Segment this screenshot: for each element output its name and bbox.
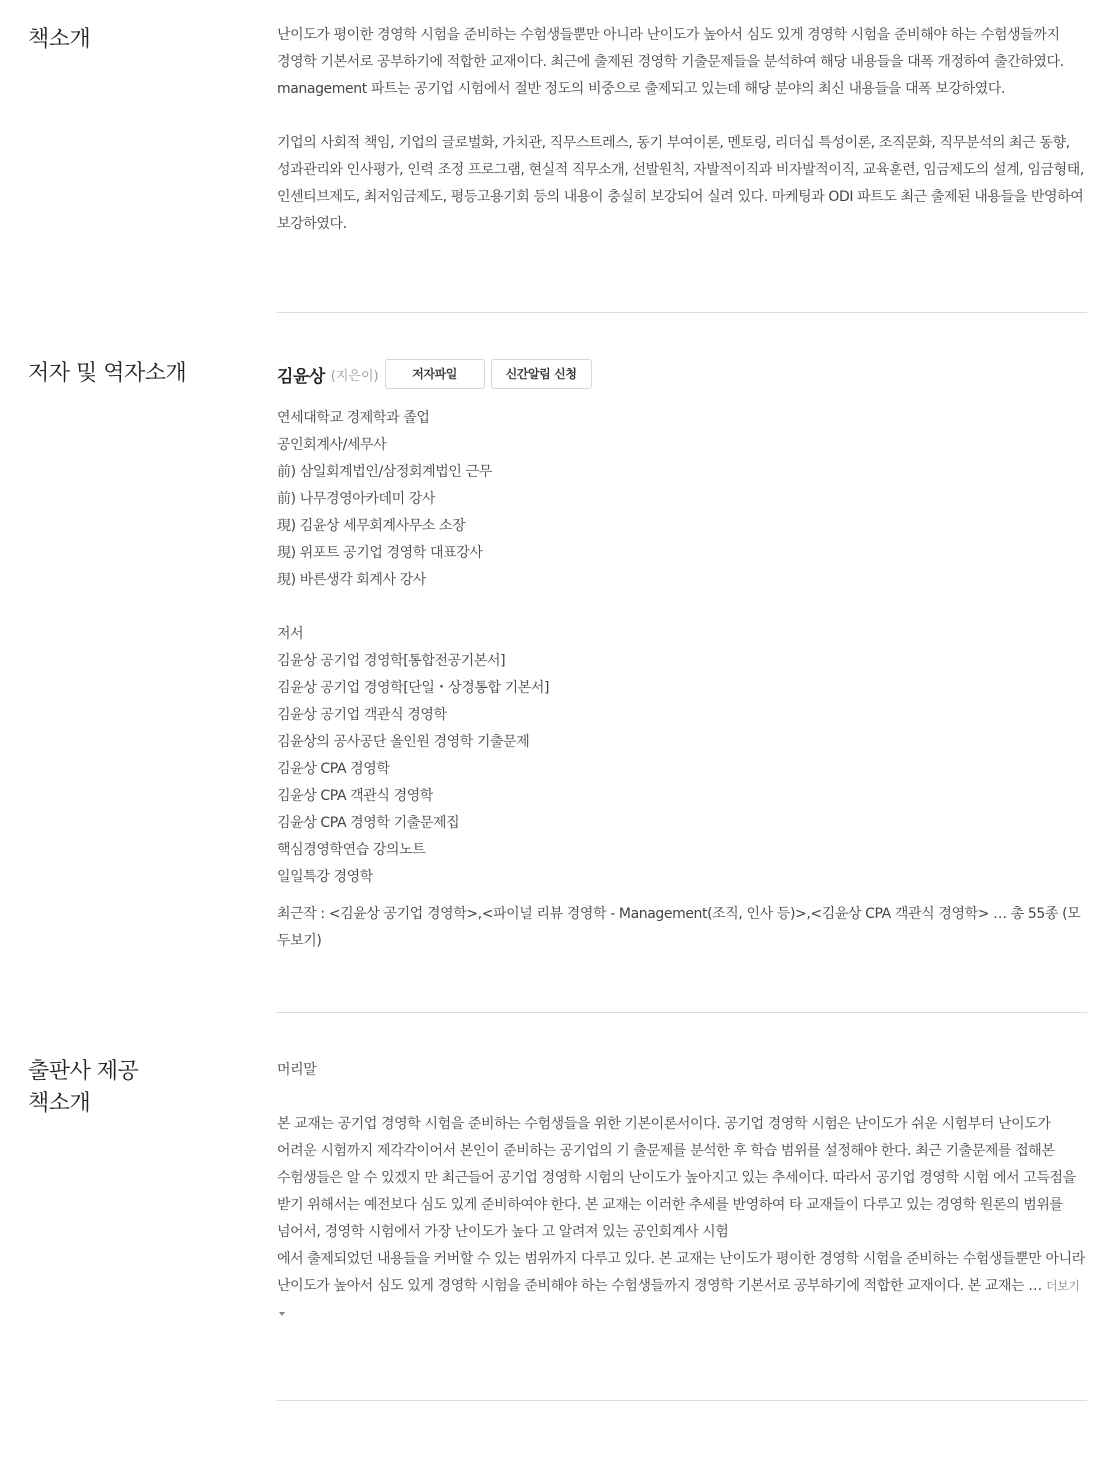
works-item: 일일특강 경영학 — [277, 869, 373, 885]
career-item: 공인회계사/세무사 — [277, 437, 387, 453]
author-section-title: 저자 및 역자소개 — [28, 361, 187, 386]
author-file-button[interactable]: 저자파일 — [385, 359, 485, 389]
author-name[interactable]: 김윤상 — [277, 366, 325, 387]
author-section — [0, 358, 1117, 978]
section-divider — [277, 312, 1087, 313]
recent-works-links[interactable]: <김윤상 공기업 경영학>,<파이널 리뷰 경영학 - Management(조직, 인사 등)>,<김윤상 CPA 객관식 경영학> — [328, 906, 990, 922]
works-item: 김윤상 공기업 객관식 경영학 — [277, 707, 447, 723]
works-item: 김윤상 CPA 경영학 기출문제집 — [277, 815, 460, 831]
book-intro-body — [277, 22, 1087, 238]
career-item: 前) 삼일회계법인/삼정회계법인 근무 — [277, 464, 492, 480]
career-item: 現) 위포트 공기업 경영학 대표강사 — [277, 545, 483, 561]
publisher-intro-paragraph-2 — [277, 1246, 1087, 1327]
career-item: 現) 바른생각 회계사 강사 — [277, 572, 426, 588]
publisher-intro-paragraph-2-text: 에서 출제되었던 내용들을 커버할 수 있는 범위까지 다루고 있다. 본 교재는 난이도가 평이한 경영학 시험을 준비하는 수험생들뿐만 아니라 난이도가 높아서 심도 있게 경영학 시험을 준비해야 하는 수험생들까지 경영학 기본서로 공부하기에 적합한 교재이다. 본 교재는 … — [277, 1251, 1085, 1294]
works-item: 핵심경영학연습 강의노트 — [277, 842, 426, 858]
career-item: 現) 김윤상 세무회계사무소 소장 — [277, 518, 466, 534]
publisher-intro-body — [277, 1056, 1087, 1327]
author-body — [277, 358, 1087, 955]
book-intro-section — [0, 22, 1117, 322]
recent-works — [277, 901, 1087, 955]
author-header — [277, 358, 1087, 390]
career-item: 前) 나무경영아카데미 강사 — [277, 491, 436, 507]
works-item: 김윤상 CPA 경영학 — [277, 761, 390, 777]
recent-works-prefix: 최근작 : — [277, 906, 329, 922]
view-all-link[interactable]: (모두보기) — [277, 906, 1081, 949]
recent-works-count: … 총 55종 — [989, 906, 1063, 922]
works-item: 김윤상 공기업 경영학[통합전공기본서] — [277, 653, 506, 669]
works-item: 김윤상 CPA 객관식 경영학 — [277, 788, 433, 804]
works-item: 김윤상 공기업 경영학[단일・상경통합 기본서] — [277, 680, 550, 696]
section-divider — [277, 1400, 1087, 1401]
more-label: 더보기 — [1045, 1279, 1080, 1293]
book-intro-paragraph-2: 기업의 사회적 책임, 기업의 글로벌화, 가치관, 직무스트레스, 동기 부여이론, 멘토링, 리더십 특성이론, 조직문화, 직무분석의 최근 동향, 성과관리와 인사평가, 인력 조정 프로그램, 현실적 직무소개, 선발원칙, 자발적이직과 비자발적이직, 교육훈련, 임금제도의 설계, 임금형태, 인센티브제도, 최저임금제도, 평등고용기회 등의 내용이 충실히 보강되어 실려 있다. 마케팅과 ODI 파트도 최근 출제된 내용들을 반영하여 보강하였다. — [277, 135, 1084, 232]
publisher-intro-section — [0, 1056, 1117, 1416]
works-item: 김윤상의 공사공단 올인원 경영학 기출문제 — [277, 734, 530, 750]
author-career-list — [277, 405, 1087, 594]
chevron-down-icon — [279, 1312, 285, 1316]
publisher-intro-title: 출판사 제공 책소개 — [28, 1059, 139, 1116]
career-item: 연세대학교 경제학과 졸업 — [277, 410, 430, 426]
author-works-list — [277, 648, 1087, 891]
preface-heading: 머리말 — [277, 1062, 317, 1078]
new-release-alert-button[interactable]: 신간알림 신청 — [491, 359, 592, 389]
author-role: (지은이) — [330, 368, 379, 384]
publisher-intro-paragraph-1: 본 교재는 공기업 경영학 시험을 준비하는 수험생들을 위한 기본이론서이다. 공기업 경영학 시험은 난이도가 쉬운 시험부터 난이도가 어려운 시험까지 제각각이어서 본인이 준비하는 공기업의 기 출문제를 분석한 후 학습 범위를 설정해야 한다. 최근 기출문제를 접해본 수험생들은 알 수 있겠지 만 최근들어 공기업 경영학 시험의 난이도가 높아지고 있는 추세이다. 따라서 공기업 경영학 시험 에서 고득점을 받기 위해서는 예전보다 심도 있게 준비하여야 한다. 본 교재는 이러한 추세를 반영하여 타 교재들이 다루고 있는 경영학 원론의 범위를 넘어서, 경영학 시험에서 가장 난이도가 높다 고 알려져 있는 공인회계사 시험 — [277, 1116, 1076, 1240]
book-intro-title: 책소개 — [28, 27, 91, 52]
book-intro-paragraph-1: 난이도가 평이한 경영학 시험을 준비하는 수험생들뿐만 아니라 난이도가 높아서 심도 있게 경영학 시험을 준비해야 하는 수험생들까지 경영학 기본서로 공부하기에 적합한 교재이다. 최근에 출제된 경영학 기출문제들을 분석하여 해당 내용들을 대폭 개정하여 출간하였다. management 파트는 공기업 시험에서 절반 정도의 비중으로 출제되고 있는데 해당 분야의 최신 내용들을 대폭 보강하였다. — [277, 27, 1064, 97]
works-heading: 저서 — [277, 626, 304, 642]
section-divider — [277, 1012, 1087, 1013]
